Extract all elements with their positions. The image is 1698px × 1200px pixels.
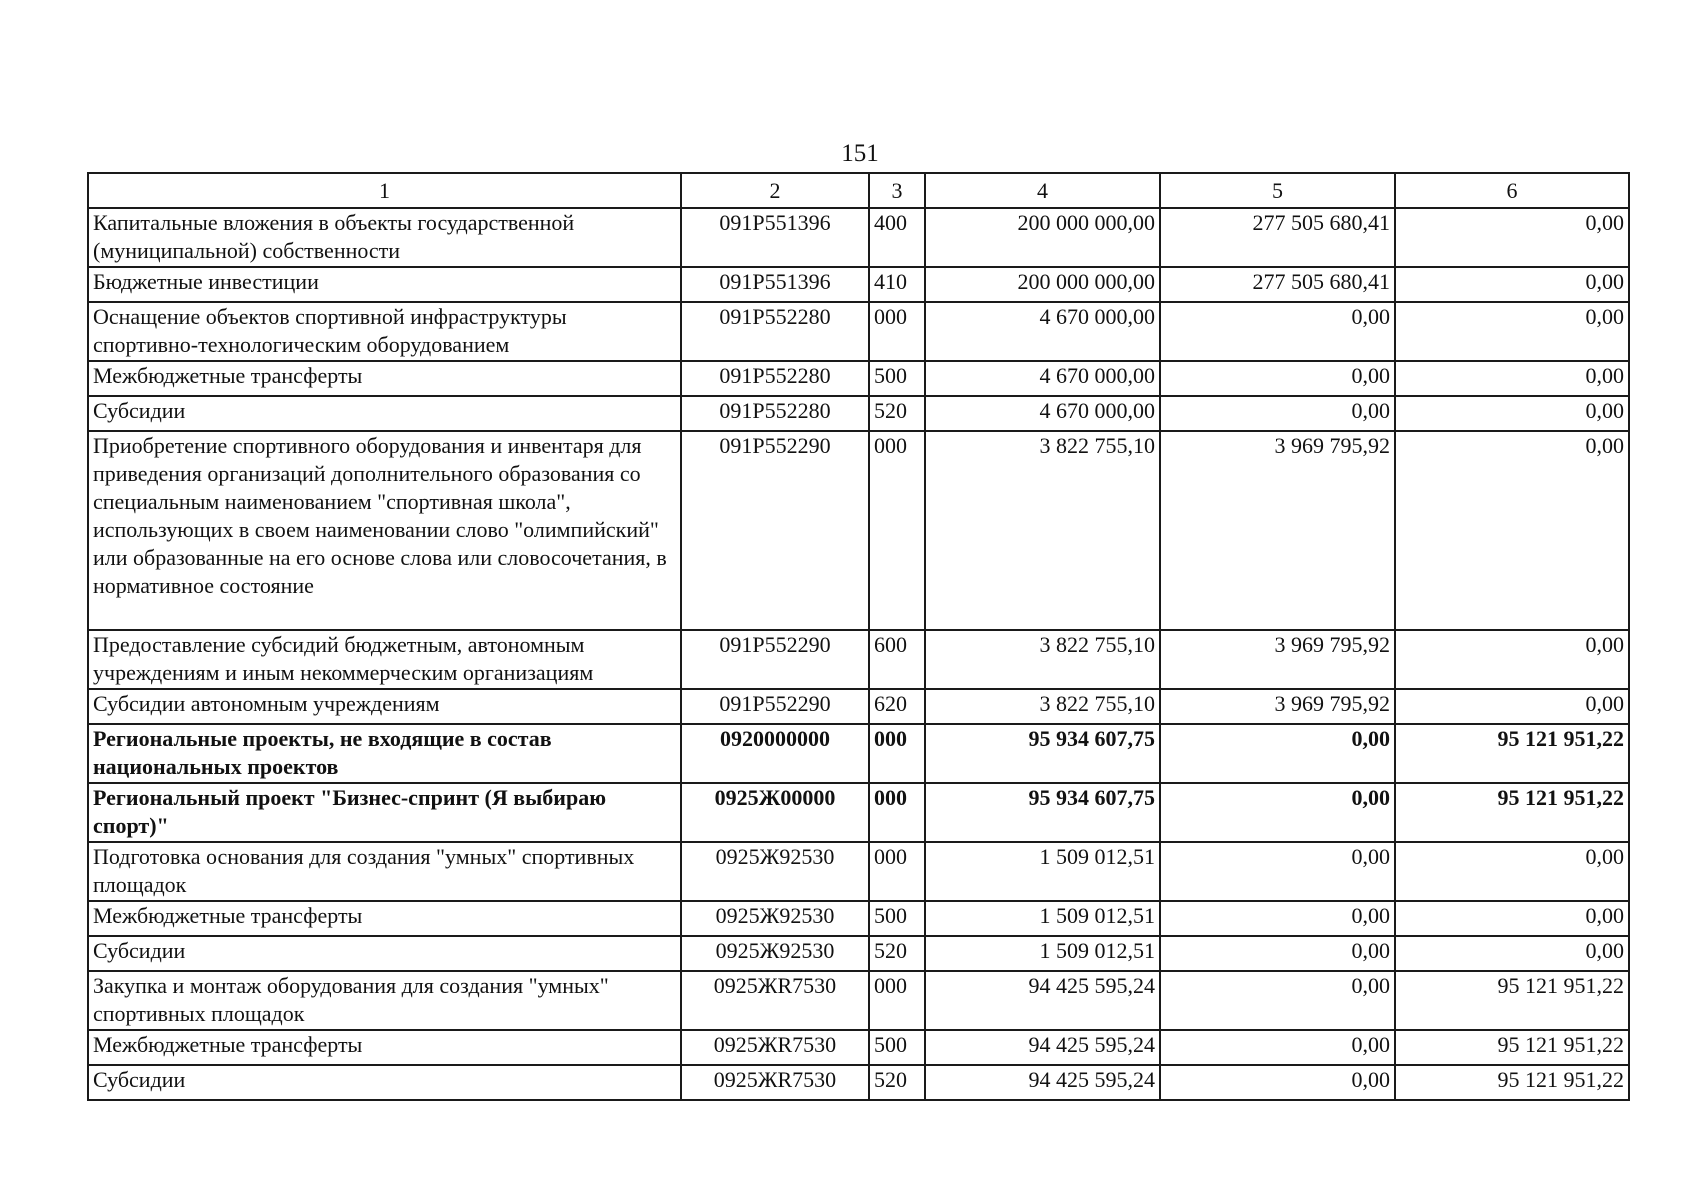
row-value-col4: 4 670 000,00: [925, 361, 1160, 396]
row-expense-type: 000: [869, 431, 925, 630]
row-value-col6: 0,00: [1395, 842, 1629, 901]
row-name: Бюджетные инвестиции: [88, 267, 681, 302]
table-row: [88, 361, 1629, 396]
row-value-col5: 277 505 680,41: [1160, 208, 1395, 267]
row-name: Межбюджетные трансферты: [88, 361, 681, 396]
row-value-col5: 0,00: [1160, 901, 1395, 936]
row-code: 091P552280: [681, 396, 869, 431]
row-value-col5: 0,00: [1160, 302, 1395, 361]
row-value-col6: 0,00: [1395, 630, 1629, 689]
row-code: 0925ЖR7530: [681, 1065, 869, 1100]
row-value-col6: 0,00: [1395, 267, 1629, 302]
row-name: Оснащение объектов спортивной инфраструктуры спортивно-технологическим оборудованием: [88, 302, 681, 361]
row-value-col4: 4 670 000,00: [925, 302, 1160, 361]
row-value-col6: 0,00: [1395, 361, 1629, 396]
table-row: [88, 1030, 1629, 1065]
row-code: 091P552290: [681, 689, 869, 724]
table-header-row: [88, 173, 1629, 208]
row-code: 0925ЖR7530: [681, 971, 869, 1030]
row-value-col5: 0,00: [1160, 971, 1395, 1030]
row-value-col5: 3 969 795,92: [1160, 689, 1395, 724]
row-name: Субсидии: [88, 936, 681, 971]
row-expense-type: 000: [869, 302, 925, 361]
row-value-col6: 95 121 951,22: [1395, 1065, 1629, 1100]
row-value-col6: 0,00: [1395, 208, 1629, 267]
row-expense-type: 520: [869, 396, 925, 431]
header-cell: 4: [925, 173, 1160, 208]
row-value-col4: 3 822 755,10: [925, 689, 1160, 724]
header-cell: 6: [1395, 173, 1629, 208]
row-value-col6: 95 121 951,22: [1395, 971, 1629, 1030]
row-expense-type: 000: [869, 842, 925, 901]
row-expense-type: 520: [869, 936, 925, 971]
row-expense-type: 410: [869, 267, 925, 302]
table-row: [88, 431, 1629, 630]
row-expense-type: 000: [869, 971, 925, 1030]
row-expense-type: 000: [869, 783, 925, 842]
row-code: 0925Ж92530: [681, 842, 869, 901]
row-value-col4: 94 425 595,24: [925, 971, 1160, 1030]
row-value-col5: 0,00: [1160, 396, 1395, 431]
row-expense-type: 400: [869, 208, 925, 267]
row-value-col4: 95 934 607,75: [925, 783, 1160, 842]
row-name: Субсидии: [88, 1065, 681, 1100]
table-row: [88, 1065, 1629, 1100]
row-name: Закупка и монтаж оборудования для создания "умных" спортивных площадок: [88, 971, 681, 1030]
row-expense-type: 620: [869, 689, 925, 724]
table-row: [88, 208, 1629, 267]
row-code: 091P552280: [681, 361, 869, 396]
row-expense-type: 500: [869, 361, 925, 396]
row-expense-type: 500: [869, 901, 925, 936]
row-name: Капитальные вложения в объекты государственной (муниципальной) собственности: [88, 208, 681, 267]
row-name: Межбюджетные трансферты: [88, 901, 681, 936]
budget-table: [87, 172, 1630, 1101]
row-value-col6: 0,00: [1395, 302, 1629, 361]
table-row: [88, 842, 1629, 901]
row-value-col5: 0,00: [1160, 783, 1395, 842]
row-value-col6: 0,00: [1395, 431, 1629, 630]
table-row: [88, 783, 1629, 842]
row-value-col4: 200 000 000,00: [925, 267, 1160, 302]
row-name: Субсидии автономным учреждениям: [88, 689, 681, 724]
row-expense-type: 600: [869, 630, 925, 689]
row-expense-type: 520: [869, 1065, 925, 1100]
header-cell: 1: [88, 173, 681, 208]
row-value-col4: 94 425 595,24: [925, 1030, 1160, 1065]
row-value-col6: 95 121 951,22: [1395, 783, 1629, 842]
row-code: 0920000000: [681, 724, 869, 783]
row-value-col6: 0,00: [1395, 901, 1629, 936]
table-row: [88, 971, 1629, 1030]
header-cell: 3: [869, 173, 925, 208]
row-value-col5: 0,00: [1160, 842, 1395, 901]
row-value-col4: 1 509 012,51: [925, 842, 1160, 901]
row-value-col4: 200 000 000,00: [925, 208, 1160, 267]
row-name: Региональные проекты, не входящие в состав национальных проектов: [88, 724, 681, 783]
row-name: Субсидии: [88, 396, 681, 431]
row-value-col4: 4 670 000,00: [925, 396, 1160, 431]
table-row: [88, 302, 1629, 361]
table-row: [88, 724, 1629, 783]
row-name: Приобретение спортивного оборудования и инвентаря для приведения организаций дополнительного образования со специальным наименованием "спортивная школа", использующих в своем наименовании слово "олимпийский" или образованные на его основе слова или словосочетания, в нормативное состояние: [88, 431, 681, 630]
row-name: Подготовка основания для создания "умных" спортивных площадок: [88, 842, 681, 901]
row-value-col5: 0,00: [1160, 1030, 1395, 1065]
row-code: 091P551396: [681, 208, 869, 267]
row-value-col6: 0,00: [1395, 689, 1629, 724]
row-value-col5: 0,00: [1160, 936, 1395, 971]
row-value-col6: 95 121 951,22: [1395, 1030, 1629, 1065]
row-value-col5: 3 969 795,92: [1160, 431, 1395, 630]
row-code: 0925ЖR7530: [681, 1030, 869, 1065]
row-code: 091P552280: [681, 302, 869, 361]
row-value-col4: 1 509 012,51: [925, 936, 1160, 971]
row-name: Предоставление субсидий бюджетным, автономным учреждениям и иным некоммерческим организациям: [88, 630, 681, 689]
row-value-col4: 95 934 607,75: [925, 724, 1160, 783]
row-name: Региональный проект "Бизнес-спринт (Я выбираю спорт)": [88, 783, 681, 842]
row-expense-type: 500: [869, 1030, 925, 1065]
row-code: 0925Ж00000: [681, 783, 869, 842]
row-value-col4: 94 425 595,24: [925, 1065, 1160, 1100]
row-value-col6: 0,00: [1395, 936, 1629, 971]
row-value-col5: 0,00: [1160, 361, 1395, 396]
table-row: [88, 630, 1629, 689]
row-expense-type: 000: [869, 724, 925, 783]
row-value-col4: 1 509 012,51: [925, 901, 1160, 936]
row-value-col5: 277 505 680,41: [1160, 267, 1395, 302]
row-code: 091P551396: [681, 267, 869, 302]
header-cell: 2: [681, 173, 869, 208]
row-value-col5: 0,00: [1160, 724, 1395, 783]
row-name: Межбюджетные трансферты: [88, 1030, 681, 1065]
table-row: [88, 267, 1629, 302]
row-value-col4: 3 822 755,10: [925, 630, 1160, 689]
row-value-col4: 3 822 755,10: [925, 431, 1160, 630]
page-number: 151: [841, 140, 879, 167]
row-code: 0925Ж92530: [681, 936, 869, 971]
table-row: [88, 396, 1629, 431]
table-row: [88, 901, 1629, 936]
table-row: [88, 936, 1629, 971]
row-value-col6: 95 121 951,22: [1395, 724, 1629, 783]
row-code: 091P552290: [681, 431, 869, 630]
header-cell: 5: [1160, 173, 1395, 208]
table-row: [88, 689, 1629, 724]
row-value-col5: 3 969 795,92: [1160, 630, 1395, 689]
row-value-col6: 0,00: [1395, 396, 1629, 431]
row-code: 0925Ж92530: [681, 901, 869, 936]
row-value-col5: 0,00: [1160, 1065, 1395, 1100]
row-code: 091P552290: [681, 630, 869, 689]
